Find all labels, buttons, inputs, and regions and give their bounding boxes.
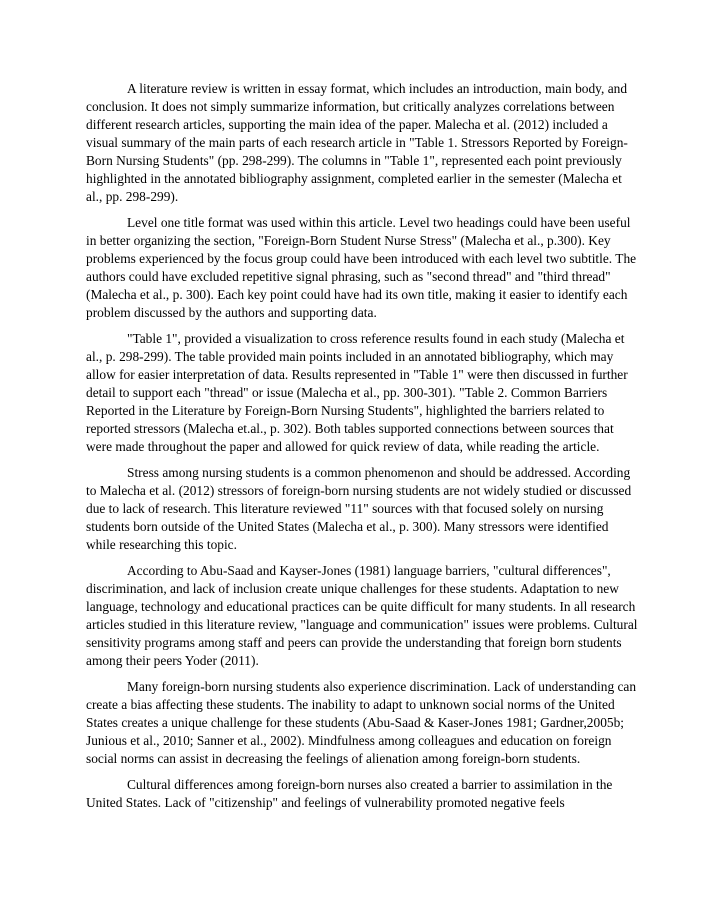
paragraph: Level one title format was used within this article. Level two headings could have been useful in better organizing the section, "Foreign-Born Student Nurse Stress" (Malecha et al., p.300). Key problems experienced by the focus group could have been introduced with each level two subtitle. The authors could have excluded repetitive signal phrasing, such as "second thread" and "third thread" (Malecha et al., p. 300). Each key point could have had its own title, making it easier to identify each problem discussed by the authors and supporting data. xyxy=(86,215,637,320)
paragraph: "Table 1", provided a visualization to cross reference results found in each study (Malecha et al., p. 298-299). The table provided main points included in an annotated bibliography, which may allow for easier interpretation of data. Results represented in "Table 1" were then discussed in further detail to support each "thread" or issue (Malecha et al., pp. 300-301). "Table 2. Common Barriers Reported in the Literature by Foreign-Born Nursing Students", highlighted the barriers related to reported stressors (Malecha et.al., p. 302). Both tables supported connections between sources that were made throughout the paper and allowed for quick review of data, while reading the article. xyxy=(86,331,628,454)
paragraph: According to Abu-Saad and Kayser-Jones (1981) language barriers, "cultural differences", discrimination, and lack of inclusion create unique challenges for these students. Adaptation to new language, technology and educational practices can be quite difficult for many students. In all research articles studied in this literature review, "language and communication" issues were problems. Cultural sensitivity programs among staff and peers can provide the understanding that foreign born students among their peers Yoder (2011). xyxy=(86,563,638,668)
paragraph: Many foreign-born nursing students also experience discrimination. Lack of understanding can create a bias affecting these students. The inability to adapt to unknown social norms of the United States creates a unique challenge for these students (Abu-Saad & Kaser-Jones 1981; Gardner,2005b; Junious et al., 2010; Sanner et al., 2002). Mindfulness among colleagues and education on foreign social norms can assist in decreasing the feelings of alienation among foreign-born students. xyxy=(86,679,637,766)
document-page xyxy=(86,80,638,820)
paragraph: Cultural differences among foreign-born nurses also created a barrier to assimilation in the United States. Lack of "citizenship" and feelings of vulnerability promoted negative feels xyxy=(86,777,613,810)
paragraph: Stress among nursing students is a common phenomenon and should be addressed. According to Malecha et al. (2012) stressors of foreign-born nursing students are not widely studied or discussed due to lack of research. This literature reviewed "11" sources with that focused solely on nursing students born outside of the United States (Malecha et al., p. 300). Many stressors were identified while researching this topic. xyxy=(86,465,632,552)
paragraph: A literature review is written in essay format, which includes an introduction, main body, and conclusion. It does not simply summarize information, but critically analyzes correlations between different research articles, supporting the main idea of the paper. Malecha et al. (2012) included a visual summary of the main parts of each research article in "Table 1. Stressors Reported by Foreign-Born Nursing Students" (pp. 298-299). The columns in "Table 1", represented each point previously highlighted in the annotated bibliography assignment, completed earlier in the semester (Malecha et al., pp. 298-299). xyxy=(86,81,628,204)
